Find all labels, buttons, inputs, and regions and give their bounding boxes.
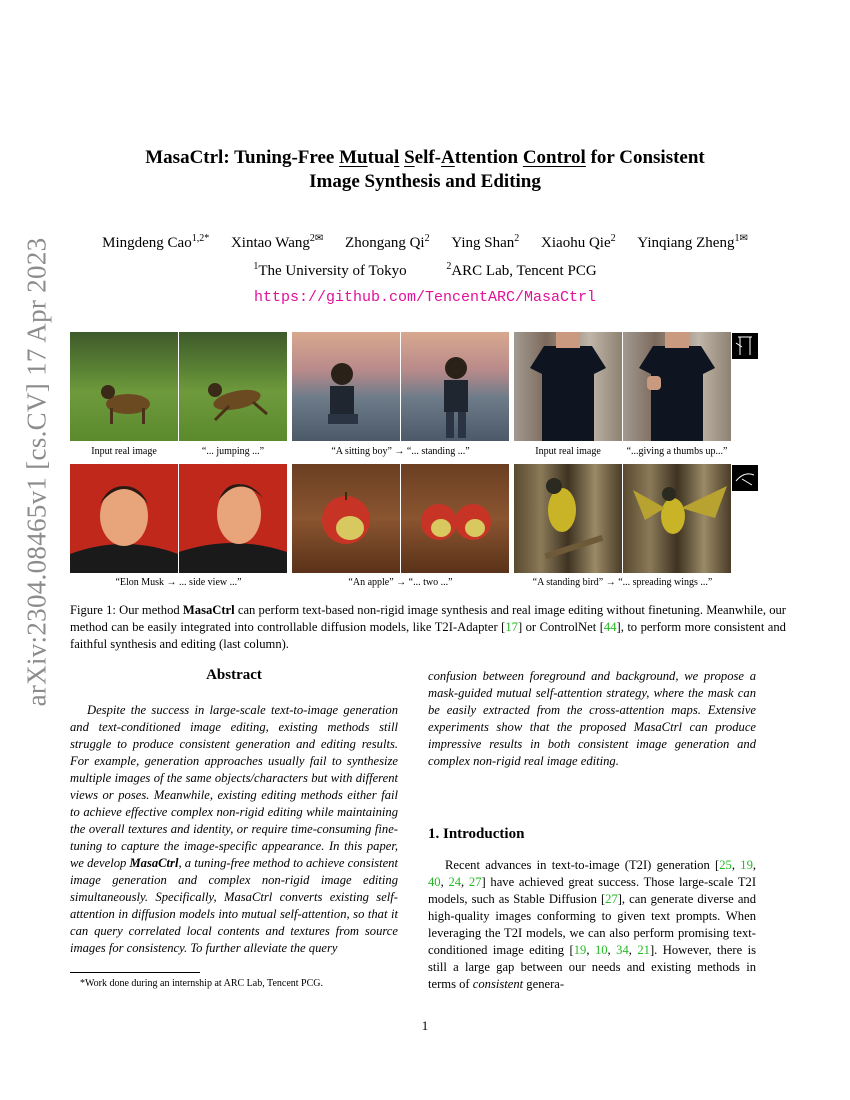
dog-jumping-image xyxy=(179,332,287,441)
abstract-heading: Abstract xyxy=(206,667,262,683)
title-part: ttention xyxy=(454,147,523,168)
author: Xintao Wang$^{2✉}$ xyxy=(230,233,324,251)
author-list xyxy=(0,233,850,252)
abstract-text-continued: confusion between foreground and background, we propose a mask-guided mutual self-attention strategy, where the mask can be easily extracted from the cross-attention maps. Extensive experiments show that the proposed MasaCtrl can produce impressive results in both consistent image generation and complex non-rigid real image editing. xyxy=(428,669,756,768)
author: Yinqiang Zheng$^{1✉}$ xyxy=(637,233,748,251)
bird-spreading-wings-image xyxy=(623,464,731,573)
introduction-heading: 1. Introduction xyxy=(428,826,525,842)
shirt-thumbs-up-image xyxy=(623,332,731,441)
footnote-rule xyxy=(70,972,200,973)
standing-bird-image xyxy=(514,464,622,573)
title-part: elf- xyxy=(414,147,442,168)
citation-link[interactable]: 27 xyxy=(468,875,482,889)
bird-sketch-image xyxy=(731,464,759,492)
title-line-2: Image Synthesis and Editing xyxy=(309,171,541,192)
author: Ying Shan$^2$ xyxy=(451,233,520,251)
elon-musk-front-image xyxy=(70,464,178,573)
caption-bird: “A standing bird” → “... spreading wings ...” xyxy=(532,577,713,588)
citation-link[interactable]: 17 xyxy=(505,620,518,634)
citation-link[interactable]: 44 xyxy=(603,620,617,634)
title-part: for Consistent xyxy=(585,147,705,168)
repo-link[interactable]: https://github.com/TencentARC/MasaCtrl xyxy=(253,289,597,306)
arxiv-stamp: arXiv:2304.08465v1 [cs.CV] 17 Apr 2023 xyxy=(21,237,52,707)
title-part: MasaCtrl: Tuning-Free xyxy=(145,147,340,168)
introduction-text: Recent advances in text-to-image (T2I) generation [25, 19, 40, 24, 27] have achieved great success. Those large-scale T2I models, such as Stable Diffusion [27], can generate diverse and high-quality images conforming to given text prompts. When leveraging the T2I models, we can also perform promising text-conditioned image editing [19, 10, 34, 21]. However, there is still a large gap between our needs and existing methods in terms of consistent genera- xyxy=(428,858,757,991)
elon-musk-side-image xyxy=(179,464,287,573)
citation-link[interactable]: 40 xyxy=(428,875,441,889)
caption-dog-input: Input real image xyxy=(91,446,157,457)
dog-input-image xyxy=(70,332,178,441)
title-underlined: S xyxy=(404,147,415,168)
caption-boy: “A sitting boy” → “... standing ...” xyxy=(331,446,470,457)
caption-shirt-input: Input real image xyxy=(535,446,601,457)
title-underlined: Mu xyxy=(339,147,368,168)
citation-link[interactable]: 34 xyxy=(616,943,629,957)
two-apples-image xyxy=(401,464,509,573)
caption-musk: “Elon Musk → ... side view ...” xyxy=(115,577,242,588)
title-underlined: Control xyxy=(522,147,586,168)
citation-link[interactable]: 24 xyxy=(448,875,462,889)
citation-link[interactable]: 19 xyxy=(573,943,587,957)
sitting-boy-image xyxy=(292,332,400,441)
footnote: *Work done during an internship at ARC Lab, Tencent PCG. xyxy=(80,978,323,989)
author: Zhongang Qi$^2$ xyxy=(345,233,430,251)
figure-caption: Figure 1: Our method MasaCtrl can perform text-based non-rigid image synthesis and real image editing without finetuning. Meanwhile, our method can be easily integrated into controllable diffusion models, like T2I-Adapter [17] or ControlNet [44], to perform more consistent and faithful synthesis and editing (last column). xyxy=(70,603,786,651)
citation-link[interactable]: 19 xyxy=(740,858,753,872)
abstract-text: Despite the success in large-scale text-to-image generation and text-conditioned image editing, existing methods still struggle to produce consistent generation and editing results. For example, generation approaches usually fail to synthesize multiple images of the same objects/characters but with different views or poses. Meanwhile, existing editing methods either fail to achieve effective complex non-rigid editing while maintaining the overall textures and identity, or require time-consuming fine-tuning to capture the image-specific appearance. In this paper, we develop MasaCtrl, a tuning-free method to achieve consistent image generation and complex non-rigid image editing simultaneously. Specifically, MasaCtrl converts existing self-attention in diffusion models into mutual self-attention, so that it can query correlated local contents and textures from source images for consistency. To further alleviate the query xyxy=(70,703,398,955)
citation-link[interactable]: 27 xyxy=(605,892,618,906)
page-number: 1 xyxy=(421,1018,429,1033)
caption-dog-jumping: “... jumping ...” xyxy=(201,446,265,457)
one-apple-image xyxy=(292,464,400,573)
affiliations xyxy=(0,261,850,280)
pose-sketch-image xyxy=(731,332,759,360)
citation-link[interactable]: 21 xyxy=(637,943,650,957)
caption-apple: “An apple” → “... two ...” xyxy=(348,577,453,588)
affiliation: $^2$ARC Lab, Tencent PCG xyxy=(446,261,597,279)
author: Xiaohu Qie$^2$ xyxy=(541,233,616,251)
shirt-input-image xyxy=(514,332,622,441)
title-underlined: l xyxy=(394,147,400,168)
standing-boy-image xyxy=(401,332,509,441)
caption-shirt-thumbs-up: “...giving a thumbs up...” xyxy=(626,446,728,457)
citation-link[interactable]: 10 xyxy=(594,943,608,957)
title-underlined: A xyxy=(441,147,455,168)
affiliation: $^1$The University of Tokyo xyxy=(253,261,407,279)
author: Mingdeng Cao$^{1,2*}$ xyxy=(102,233,210,251)
title-part: tua xyxy=(367,147,395,168)
citation-link[interactable]: 25 xyxy=(719,858,732,872)
paper-title xyxy=(0,146,850,194)
